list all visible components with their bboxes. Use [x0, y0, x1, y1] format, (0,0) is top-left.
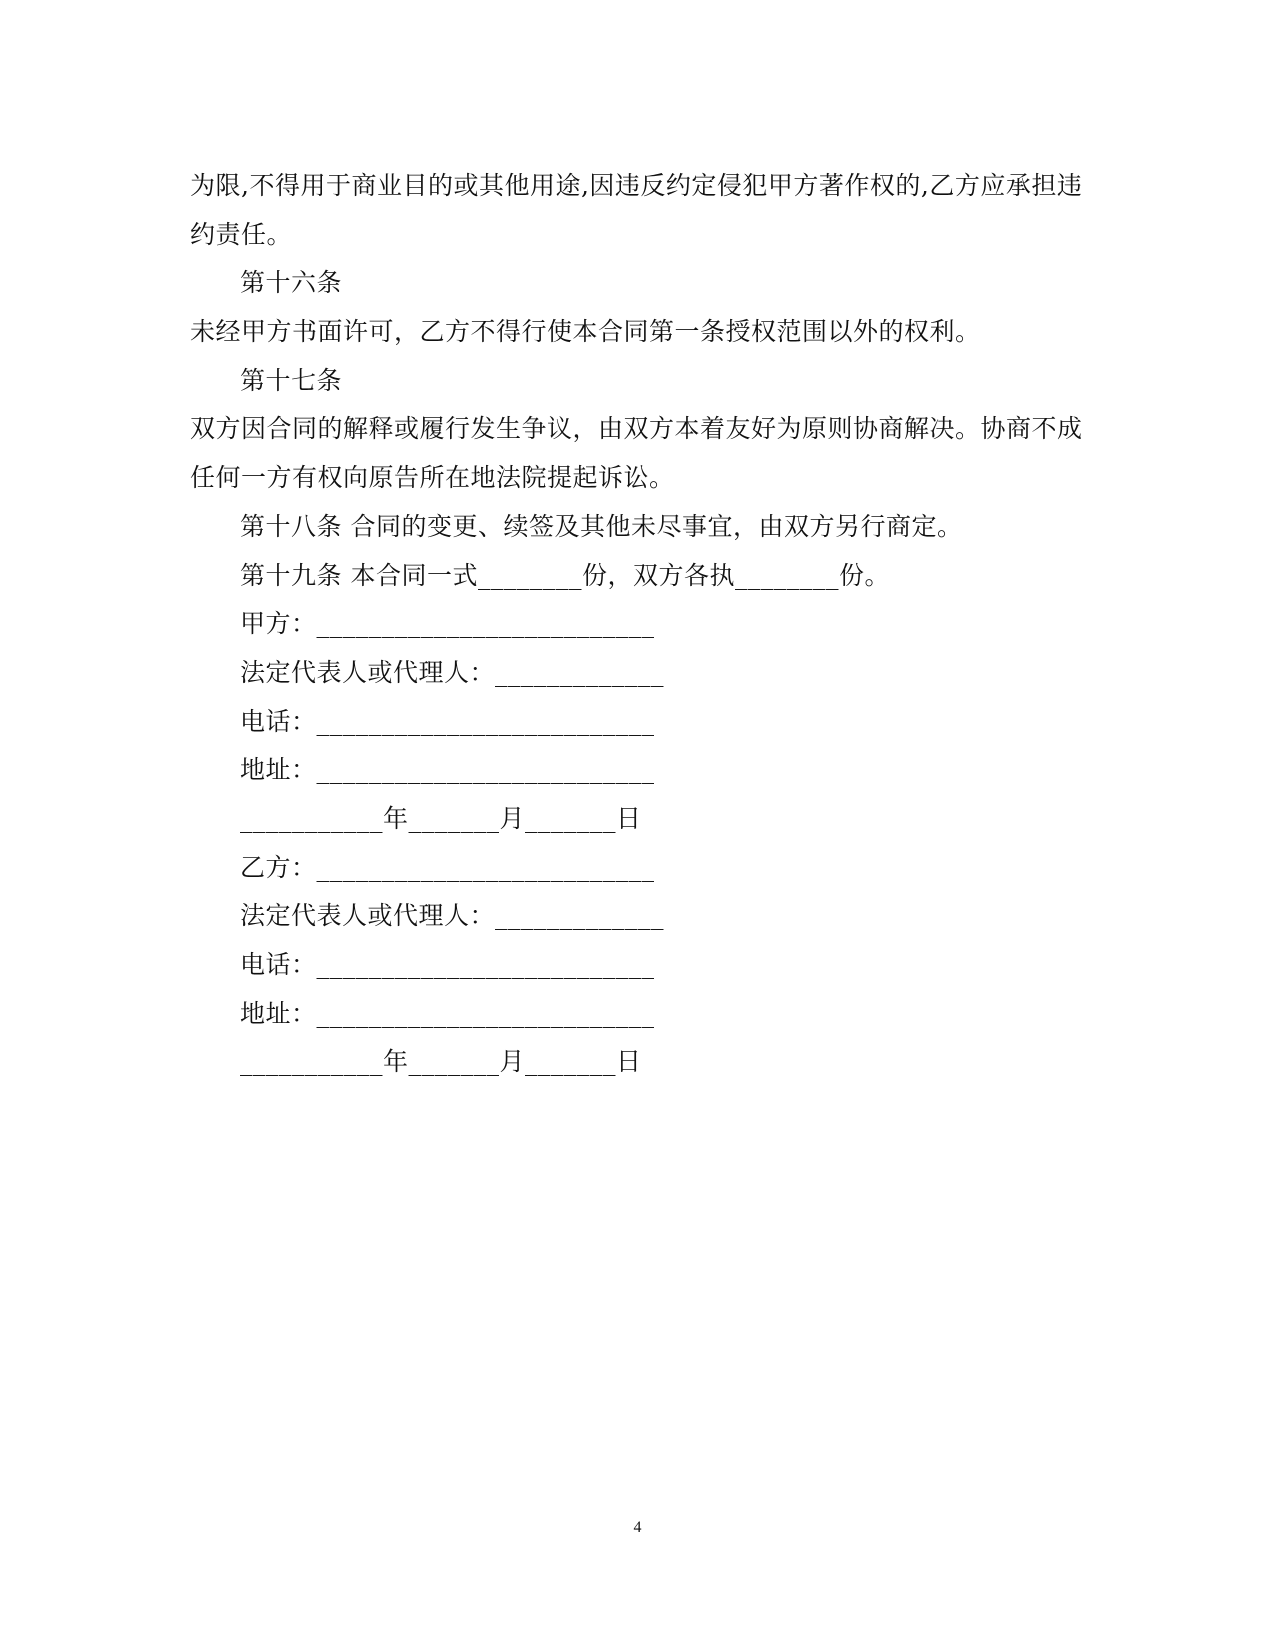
- article-19: 第十九条 本合同一式________份，双方各执________份。: [240, 560, 890, 590]
- party-a-date-field: ___________年_______月_______日: [240, 803, 642, 833]
- paragraph-line: 未经甲方书面许可，乙方不得行使本合同第一条授权范围以外的权利。: [190, 317, 981, 347]
- page-number: 4: [633, 1519, 642, 1536]
- party-a-representative-field: 法定代表人或代理人：_____________: [240, 657, 665, 687]
- party-b-address-field: 地址：__________________________: [240, 998, 655, 1028]
- party-b-date-field: ___________年_______月_______日: [240, 1047, 642, 1077]
- paragraph-line: 任何一方有权向原告所在地法院提起诉讼。: [190, 463, 675, 493]
- article-heading-17: 第十七条: [240, 365, 343, 395]
- paragraph-line: 约责任。: [190, 219, 293, 249]
- party-a-address-field: 地址：__________________________: [240, 755, 655, 785]
- party-b-representative-field: 法定代表人或代理人：_____________: [240, 901, 665, 931]
- party-b-phone-field: 电话：__________________________: [240, 950, 655, 979]
- paragraph-line: 为限,不得用于商业目的或其他用途,因违反约定侵犯甲方著作权的,乙方应承担违: [190, 171, 1083, 200]
- document-body: [190, 162, 1090, 1087]
- paragraph-line: 双方因合同的解释或履行发生争议，由双方本着友好为原则协商解决。协商不成: [190, 414, 1083, 444]
- party-a-phone-field: 电话：__________________________: [240, 706, 655, 736]
- party-b-field: 乙方：__________________________: [240, 852, 655, 882]
- article-heading-16: 第十六条: [240, 268, 343, 298]
- party-a-field: 甲方：__________________________: [240, 609, 655, 639]
- article-18: 第十八条 合同的变更、续签及其他未尽事宜，由双方另行商定。: [240, 511, 963, 541]
